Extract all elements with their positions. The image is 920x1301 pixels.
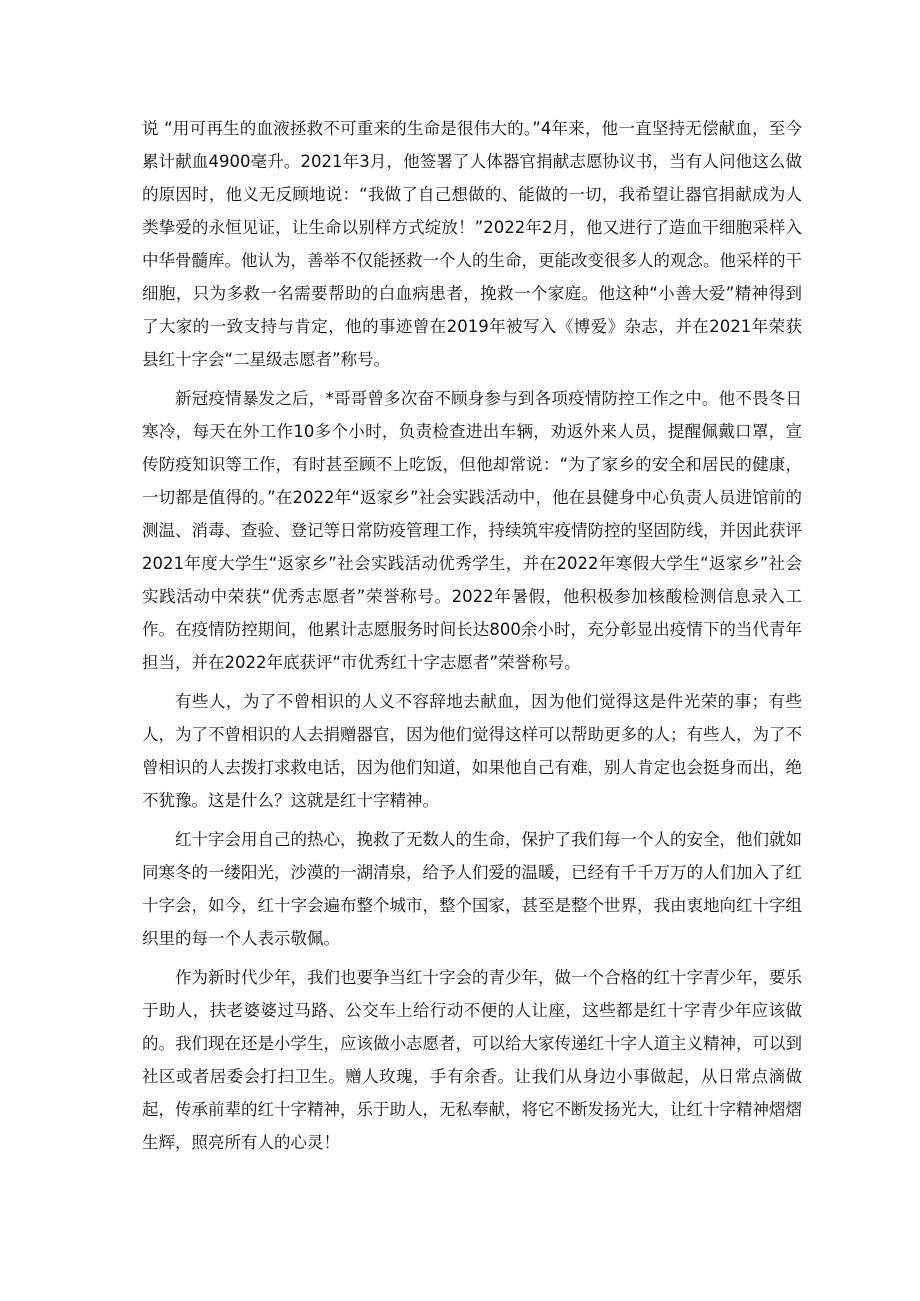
paragraph-some-people: 有些人，为了不曾相识的人义不容辞地去献血，因为他们觉得这是件光荣的事；有些人，为了不曾相识的人去捐赠器官，因为他们觉得这样可以帮助更多的人；有些人，为了不曾相识的人去拨打求救电话，因为他们知道，如果他自己有难，别人肯定也会挺身而出，绝不犹豫。这是什么？这就是红十字精神。	[142, 692, 802, 810]
paragraph-new-era-youth: 作为新时代少年，我们也要争当红十字会的青少年，做一个合格的红十字青少年，要乐于助人，扶老婆婆过马路、公交车上给行动不便的人让座，这些都是红十字青少年应该做的。我们现在还是小学生，应该做小志愿者，可以给大家传递红十字人道主义精神，可以到社区或者居委会打扫卫生。赠人玫瑰，手有余香。让我们从身边小事做起，从日常点滴做起，传承前辈的红十字精神，乐于助人，无私奉献，将它不断发扬光大，让红十字精神熠熠生辉，照亮所有人的心灵！	[142, 968, 802, 1152]
paragraph-epidemic-volunteer: 新冠疫情暴发之后，*哥哥曾多次奋不顾身参与到各项疫情防控工作之中。他不畏冬日寒冷，每天在外工作10多个小时，负责检查进出车辆，劝返外来人员，提醒佩戴口罩，宣传防疫知识等工作，有时甚至顾不上吃饭，但他却常说：“为了家乡的安全和居民的健康，一切都是值得的。”在2022年“返家乡”社会实践活动中，他在县健身中心负责人员进馆前的测温、消毒、查验、登记等日常防疫管理工作，持续筑牢疫情防控的坚固防线，并因此获评2021年度大学生“返家乡”社会实践活动优秀学生，并在2022年寒假大学生“返家乡”社会实践活动中荣获“优秀志愿者”荣誉称号。2022年暑假，他积极参加核酸检测信息录入工作。在疫情防控期间，他累计志愿服务时间长达800余小时，充分彰显出疫情下的当代青年担当，并在2022年底获评“市优秀红十字志愿者”荣誉称号。	[142, 389, 802, 672]
paragraph-red-cross-society: 红十字会用自己的热心，挽救了无数人的生命，保护了我们每一个人的安全，他们就如同寒冬的一缕阳光，沙漠的一湖清泉，给予人们爱的温暖，已经有千千万万的人们加入了红十字会，如今，红十字会遍布整个城市，整个国家，甚至是整个世界，我由衷地向红十字组织里的每一个人表示敬佩。	[142, 830, 802, 948]
paragraph-blood-donation: 说 “用可再生的血液拯救不可重来的生命是很伟大的。”4年来，他一直坚持无偿献血，至今累计献血4900毫升。2021年3月，他签署了人体器官捐献志愿协议书，当有人问他这么做的原因时，他义无反顾地说：“我做了自己想做的、能做的一切，我希望让器官捐献成为人类挚爱的永恒见证，让生命以别样方式绽放！”2022年2月，他又进行了造血干细胞采样入中华骨髓库。他认为，善举不仅能拯救一个人的生命，更能改变很多人的观念。他采样的干细胞，只为多救一名需要帮助的白血病患者，挽救一个家庭。他这种“小善大爱”精神得到了大家的一致支持与肯定，他的事迹曾在2019年被写入《博爱》杂志，并在2021年荣获县红十字会“二星级志愿者”称号。	[142, 119, 802, 369]
document-body	[142, 112, 802, 1165]
